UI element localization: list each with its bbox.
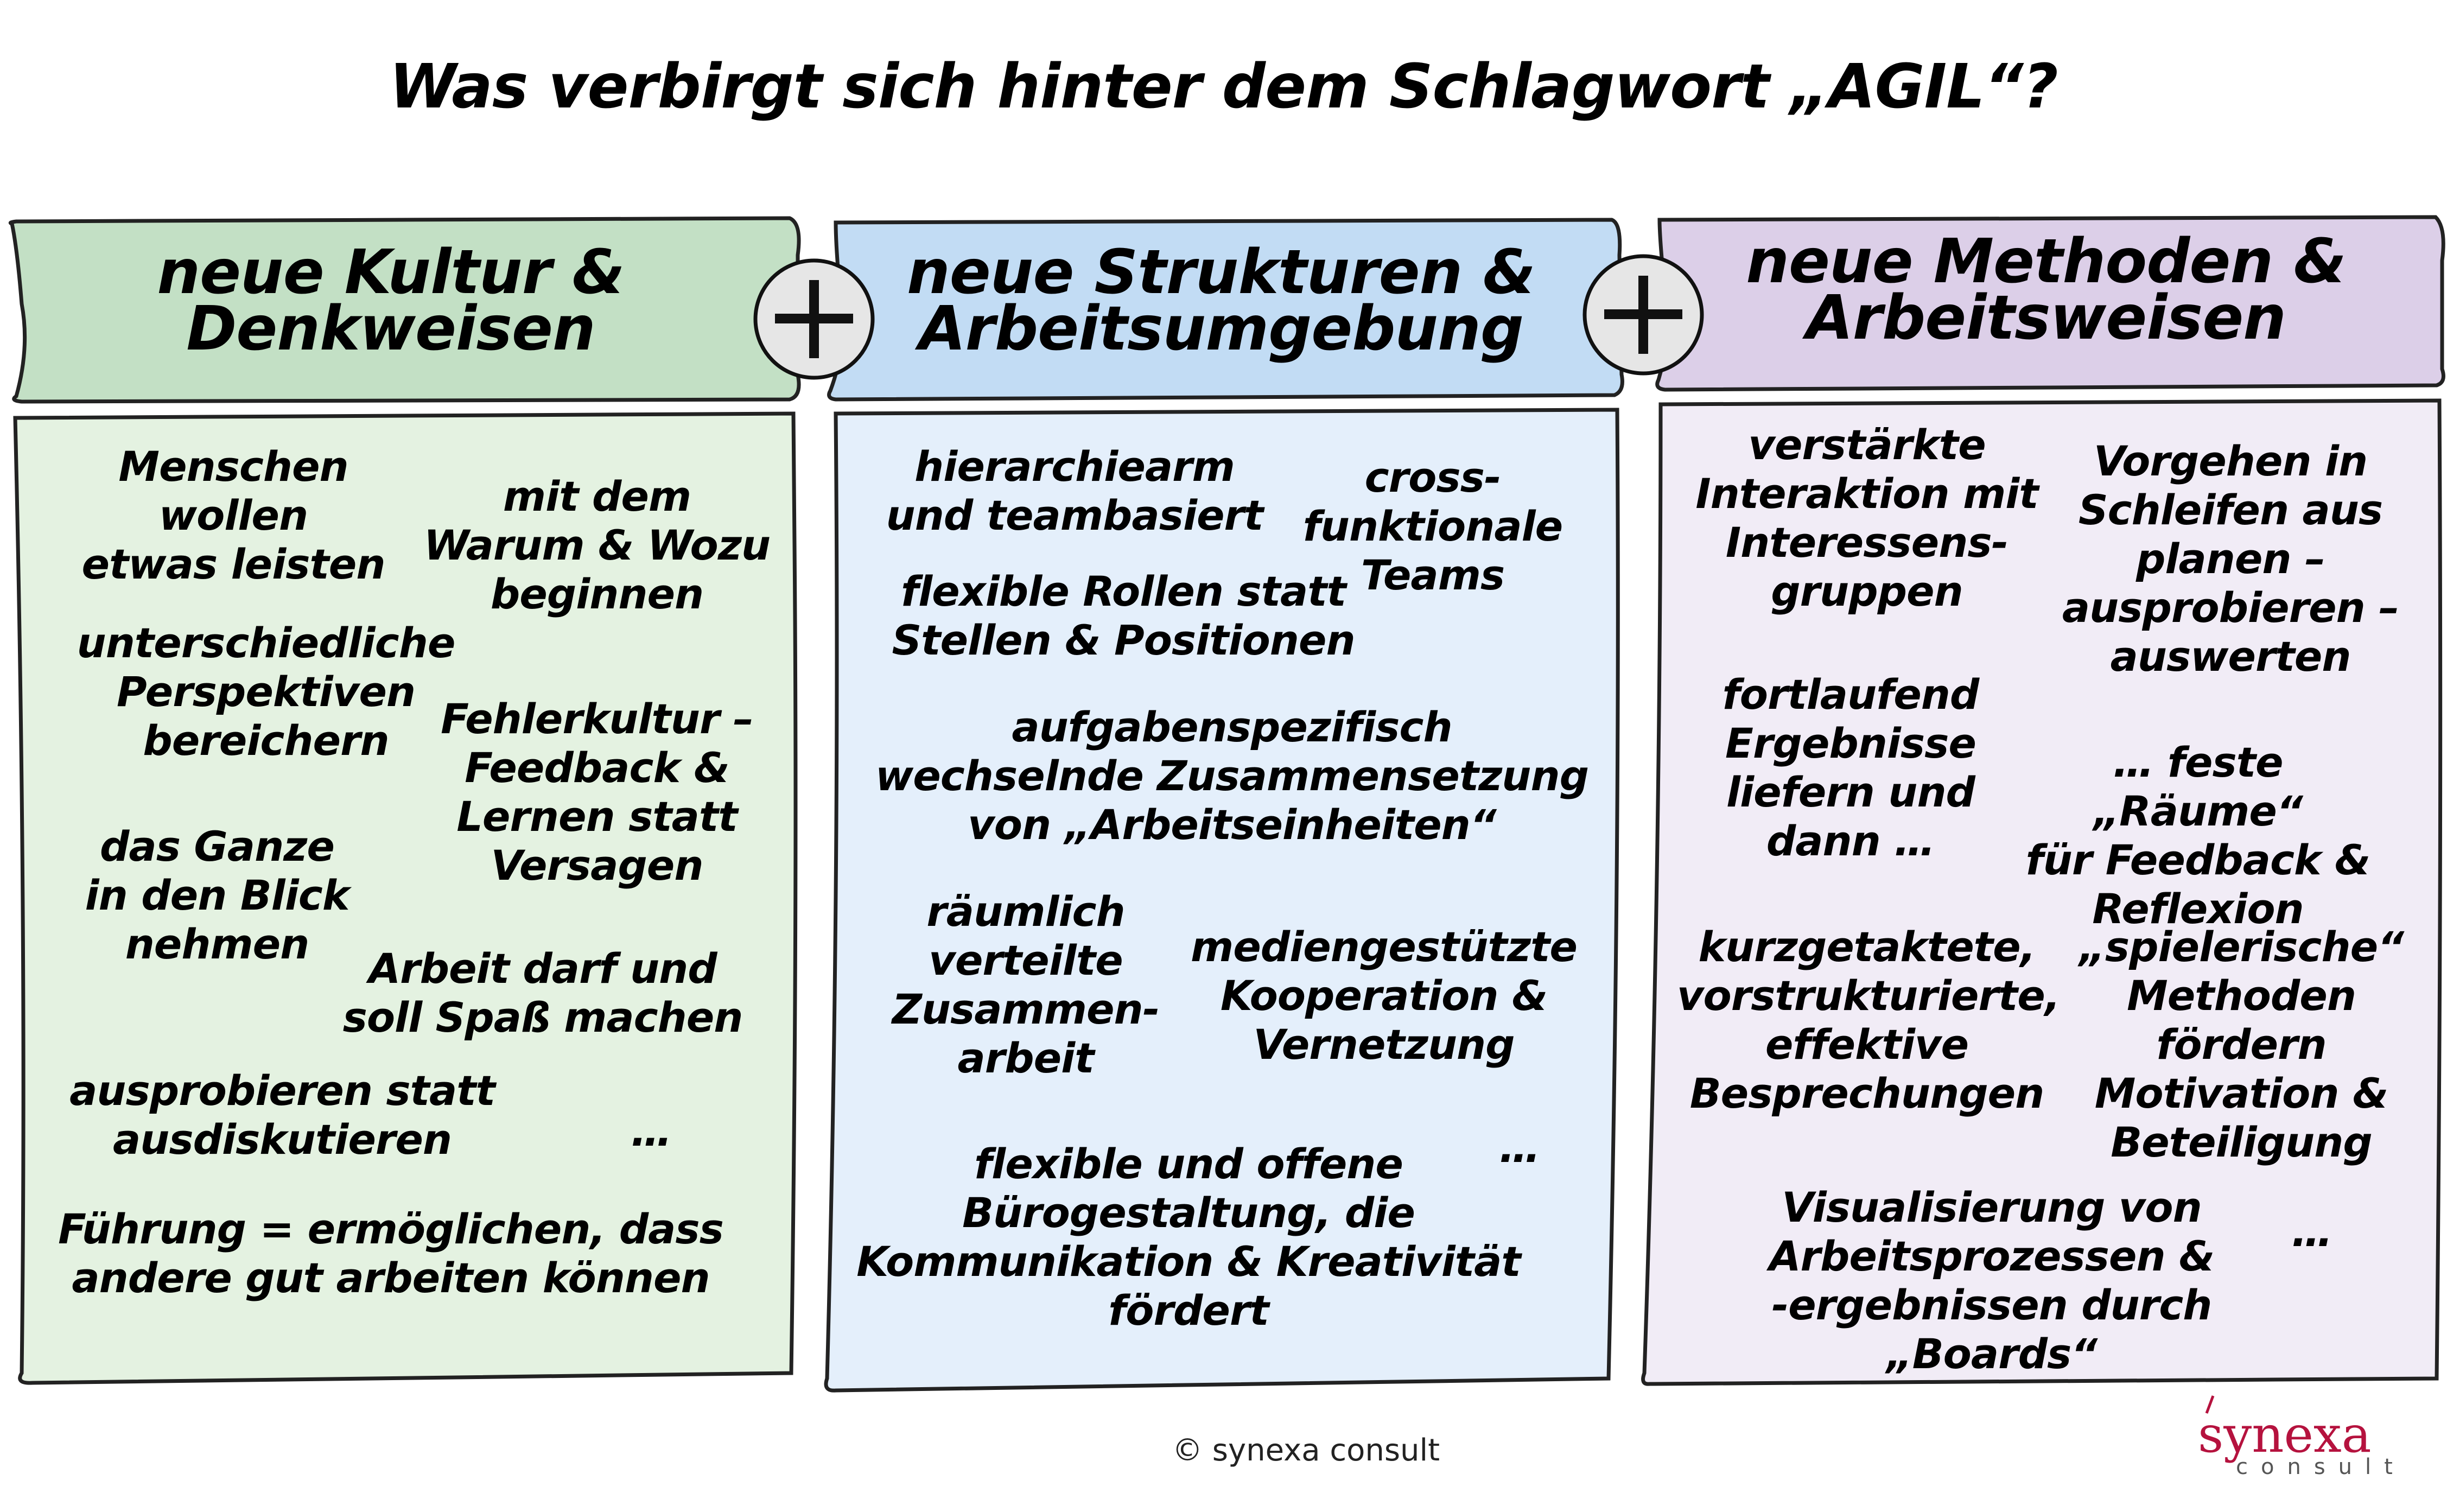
col1-note: Fehlerkultur – Feedback & Lernen statt Versagen (441, 695, 753, 890)
col3-note: „spielerische“ Methoden fördern Motivation & Beteiligung (2079, 923, 2404, 1166)
col1-header: neue Kultur & Denkweisen (157, 237, 625, 364)
col3-header: neue Methoden & Arbeitsweisen (1746, 226, 2346, 353)
col2-note: räumlich verteilte Zusammen- arbeit (892, 887, 1160, 1082)
col1-note: unterschiedliche Perspektiven bereichern (77, 619, 455, 765)
plus-icon (749, 254, 879, 384)
col2-note: flexible Rollen statt Stellen & Positionen (892, 567, 1355, 664)
col3-note: kurzgetaktete, vorstrukturierte, effektive Besprechungen (1677, 923, 2060, 1117)
col3-note: … (2291, 1208, 2332, 1256)
col3-note: Visualisierung von Arbeitsprozessen & -ergebnissen durch „Boards“ (1769, 1183, 2215, 1378)
logo-synexa: synexa (2198, 1406, 2372, 1464)
col2-note: … (1499, 1123, 1540, 1172)
col3-note: verstärkte Interaktion mit Interessens- gruppen (1695, 421, 2038, 615)
col1-note: Menschen wollen etwas leisten (81, 442, 385, 588)
col1-note: mit dem Warum & Wozu beginnen (423, 472, 771, 618)
col3-note: Vorgehen in Schleifen aus planen – ausprobieren – auswerten (2062, 437, 2399, 681)
col2-note: cross- funktionale Teams (1302, 453, 1563, 599)
col2-note: mediengestützte Kooperation & Vernetzung (1191, 923, 1577, 1069)
col1-note: das Ganze in den Blick nehmen (85, 822, 349, 968)
copyright-text: © synexa consult (1172, 1433, 1440, 1468)
diagram-title: Was verbirgt sich hinter dem Schlagwort „AGIL“? (389, 52, 2058, 122)
col1-note: Führung = ermöglichen, dass andere gut arbeiten können (58, 1205, 723, 1302)
plus-icon (1578, 250, 1708, 380)
col2-note: flexible und offene Bürogestaltung, die Kommunikation & Kreativität fördert (856, 1140, 1521, 1335)
col3-note: … feste „Räume“ für Feedback & Reflexion (2025, 738, 2370, 933)
col1-note: Arbeit darf und soll Spaß machen (342, 944, 743, 1041)
col2-note: hierarchiearm und teambasiert (886, 442, 1263, 539)
col1-note: ausprobieren statt ausdiskutieren (69, 1066, 495, 1164)
logo-consult: consult (2236, 1454, 2406, 1479)
col3-note: fortlaufend Ergebnisse liefern und dann … (1722, 670, 1979, 865)
col2-header: neue Strukturen & Arbeitsumgebung (907, 237, 1535, 364)
col2-note: aufgabenspezifisch wechselnde Zusammensetzung von „Arbeitseinheiten“ (875, 703, 1588, 849)
col1-note: … (631, 1107, 672, 1155)
